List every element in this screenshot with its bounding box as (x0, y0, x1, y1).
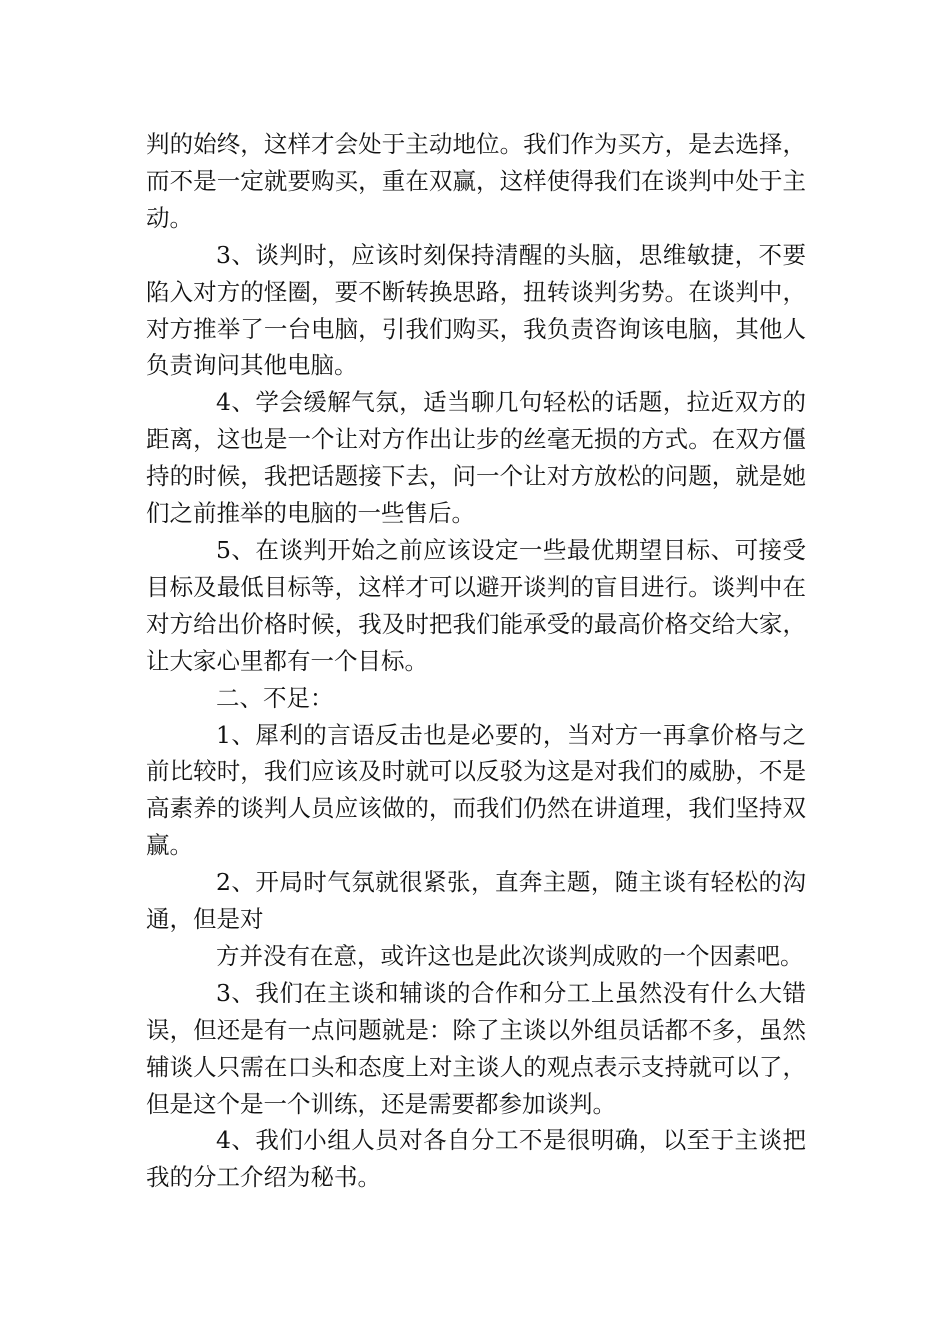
paragraph-shortcoming-3: 3、我们在主谈和辅谈的合作和分工上虽然没有什么大错误，但还是有一点问题就是：除了主谈以外组员话都不多，虽然辅谈人只需在口头和态度上对主谈人的观点表示支持就可以了，但是这个是一个训练，还是需要都参加谈判。 (146, 978, 806, 1118)
paragraph-shortcoming-2-continued: 方并没有在意，或许这也是此次谈判成败的一个因素吧。 (216, 941, 804, 970)
paragraph-shortcoming-1: 1、犀利的言语反击也是必要的，当对方一再拿价格与之前比较时，我们应该及时就可以反驳为这是对我们的威胁，不是高素养的谈判人员应该做的，而我们仍然在讲道理，我们坚持双赢。 (146, 720, 806, 860)
paragraph-point-5: 5、在谈判开始之前应该设定一些最优期望目标、可接受目标及最低目标等，这样才可以避开谈判的盲目进行。谈判中在对方给出价格时候，我及时把我们能承受的最高价格交给大家，让大家心里都有一个目标。 (146, 535, 806, 675)
paragraph-shortcoming-2: 2、开局时气氛就很紧张，直奔主题，随主谈有轻松的沟通，但是对 (146, 868, 806, 934)
paragraph-point-3: 3、谈判时，应该时刻保持清醒的头脑，思维敏捷，不要陷入对方的怪圈，要不断转换思路，扭转谈判劣势。在谈判中，对方推举了一台电脑，引我们购买，我负责咨询该电脑，其他人负责询问其他电脑。 (146, 240, 806, 380)
document-body (146, 126, 806, 1196)
paragraph-shortcoming-4: 4、我们小组人员对各自分工不是很明确，以至于主谈把我的分工介绍为秘书。 (146, 1126, 806, 1192)
paragraph-continuation: 判的始终，这样才会处于主动地位。我们作为买方，是去选择，而不是一定就要购买，重在双赢，这样使得我们在谈判中处于主动。 (146, 130, 806, 232)
section-heading-shortcomings: 二、不足： (216, 683, 334, 712)
paragraph-point-4: 4、学会缓解气氛，适当聊几句轻松的话题，拉近双方的距离，这也是一个让对方作出让步的丝毫无损的方式。在双方僵持的时候，我把话题接下去，问一个让对方放松的问题，就是她们之前推举的电脑的一些售后。 (146, 388, 806, 528)
